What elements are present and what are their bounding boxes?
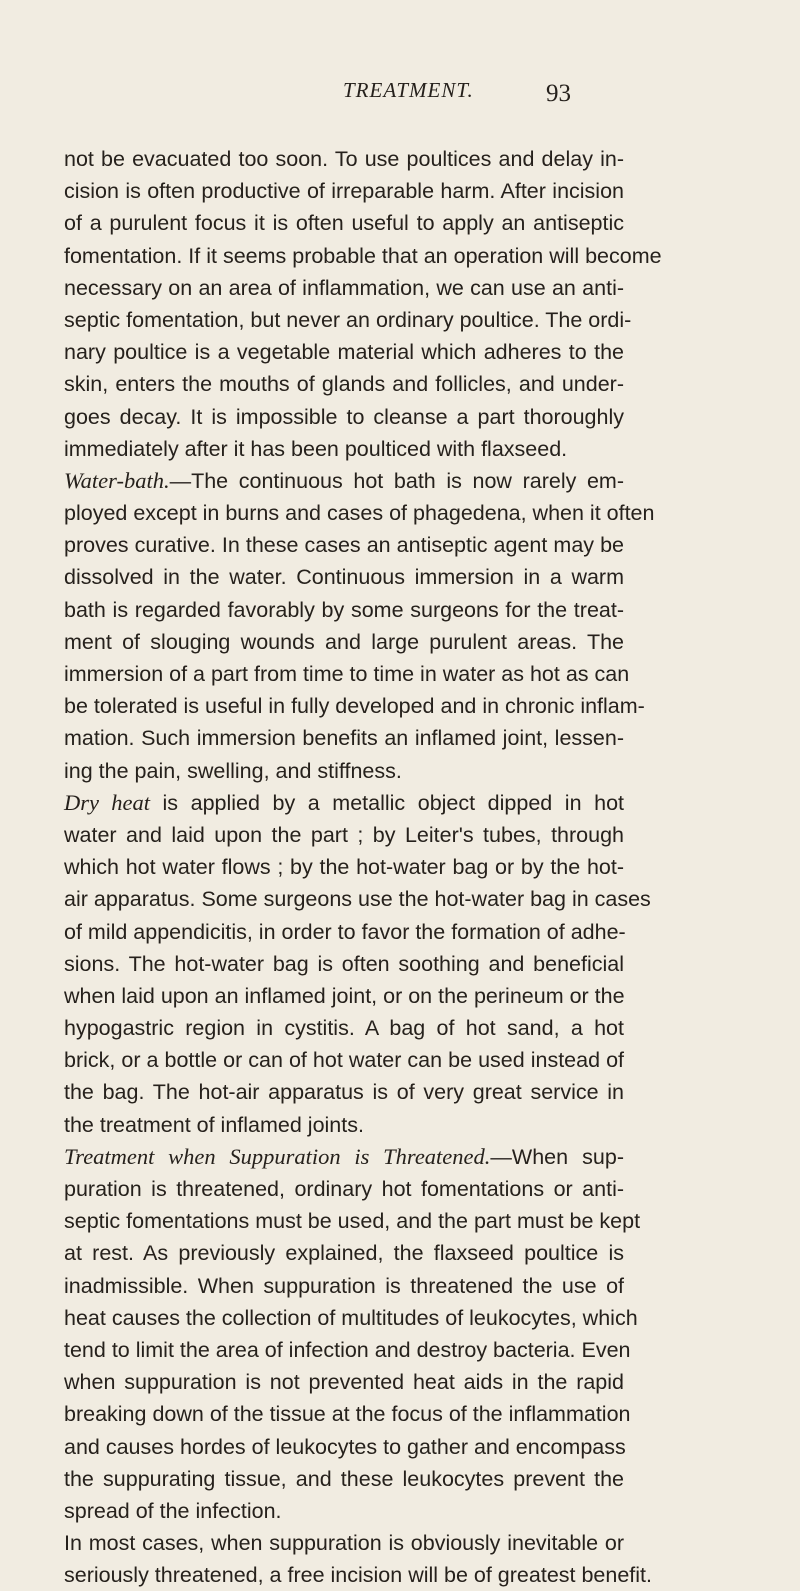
text-line xyxy=(64,465,624,497)
line-text: goes decay. It is impossible to cleanse a part thoroughly xyxy=(64,404,624,429)
line-text: of mild appendicitis, in order to favor the formation of adhe- xyxy=(64,919,626,944)
text-line xyxy=(64,658,630,690)
line-text: septic fomentations must be used, and the part must be kept xyxy=(64,1209,641,1234)
line-text: tend to limit the area of infection and destroy bacteria. Even xyxy=(64,1337,631,1362)
section-heading: Dry heat xyxy=(64,789,150,815)
line-text: skin, enters the mouths of glands and follicles, and under- xyxy=(64,372,624,397)
text-line xyxy=(64,240,662,272)
text-line xyxy=(64,1527,624,1559)
text-line xyxy=(64,1173,624,1205)
line-text: seriously threatened, a free incision will be of greatest benefit. xyxy=(64,1563,652,1588)
text-line xyxy=(64,690,645,722)
text-line xyxy=(64,1141,624,1173)
section-heading: Treatment when Suppuration is Threatened. xyxy=(64,1143,491,1169)
line-text: brick, or a bottle or can of hot water can be used instead of xyxy=(64,1048,624,1073)
text-line xyxy=(64,819,624,851)
text-line xyxy=(64,175,624,207)
line-text: at rest. As previously explained, the flaxseed poultice is xyxy=(64,1241,624,1266)
text-line xyxy=(64,980,624,1012)
line-text: water and laid upon the part ; by Leiter's tubes, through xyxy=(64,822,624,847)
line-text: of a purulent focus it is often useful to apply an antiseptic xyxy=(64,211,624,236)
line-text: nary poultice is a vegetable material which adheres to the xyxy=(64,340,624,365)
text-line xyxy=(64,883,651,915)
text-line xyxy=(64,626,624,658)
page-body-text xyxy=(64,143,662,1591)
text-line xyxy=(64,916,624,948)
page-number: 93 xyxy=(546,80,571,107)
line-text: sions. The hot-water bag is often soothing and beneficial xyxy=(64,951,624,976)
line-text: spread of the infection. xyxy=(64,1498,282,1523)
text-line xyxy=(64,207,624,239)
line-text: —The continuous hot bath is now rarely em- xyxy=(169,468,624,493)
text-line xyxy=(64,1302,638,1334)
text-line xyxy=(64,1366,624,1398)
text-line xyxy=(64,336,624,368)
line-text: and causes hordes of leukocytes to gather and encompass xyxy=(64,1434,626,1459)
line-text: proves curative. In these cases an antiseptic agent may be xyxy=(64,533,624,558)
text-line xyxy=(64,1237,624,1269)
line-text: puration is threatened, ordinary hot fomentations or anti- xyxy=(64,1177,624,1201)
text-line xyxy=(64,1205,641,1237)
text-line xyxy=(64,722,624,754)
line-text: breaking down of the tissue at the focus of the inflammation xyxy=(64,1402,631,1427)
line-text: dissolved in the water. Continuous immersion in a warm xyxy=(64,565,624,590)
line-text: heat causes the collection of multitudes of leukocytes, which xyxy=(64,1305,638,1330)
text-line xyxy=(64,401,624,433)
text-line xyxy=(64,1044,624,1076)
line-text: the bag. The hot-air apparatus is of very great service in xyxy=(64,1080,624,1105)
text-line xyxy=(64,143,624,175)
text-line xyxy=(64,368,624,400)
line-text: not be evacuated too soon. To use poultices and delay in- xyxy=(64,147,624,171)
line-text: ployed except in burns and cases of phagedena, when it often xyxy=(64,501,655,526)
text-line xyxy=(64,1463,624,1495)
section-heading: Water-bath. xyxy=(64,467,170,493)
line-text: necessary on an area of inflammation, we can use an anti- xyxy=(64,275,624,300)
text-line xyxy=(64,594,624,626)
line-text: the treatment of inflamed joints. xyxy=(64,1112,364,1137)
page-header xyxy=(0,78,800,118)
line-text: mation. Such immersion benefits an inflamed joint, lessen- xyxy=(64,726,624,751)
line-text: fomentation. If it seems probable that an operation will become xyxy=(64,243,662,268)
text-line xyxy=(64,304,632,336)
text-line xyxy=(64,272,624,304)
text-line xyxy=(64,1270,624,1302)
text-line xyxy=(64,497,655,529)
line-text: —When sup- xyxy=(490,1144,624,1169)
text-line xyxy=(64,1559,652,1591)
text-line xyxy=(64,1431,624,1463)
line-text: which hot water flows ; by the hot-water bag or by the hot- xyxy=(64,855,624,880)
text-line xyxy=(64,948,624,980)
line-text: the suppurating tissue, and these leukocytes prevent the xyxy=(64,1466,624,1491)
text-line xyxy=(64,433,624,465)
text-line xyxy=(64,529,624,561)
line-text: ment of slouging wounds and large purulent areas. The xyxy=(64,629,624,654)
line-text: In most cases, when suppuration is obviously inevitable or xyxy=(64,1531,624,1556)
line-text: immediately after it has been poulticed with flaxseed. xyxy=(64,436,568,461)
line-text: bath is regarded favorably by some surgeons for the treat- xyxy=(64,597,624,622)
line-text: when laid upon an inflamed joint, or on the perineum or the xyxy=(64,983,625,1008)
line-text: hypogastric region in cystitis. A bag of hot sand, a hot xyxy=(64,1016,624,1041)
line-text: inadmissible. When suppuration is threatened the use of xyxy=(64,1273,624,1298)
running-head: TREATMENT. xyxy=(343,78,474,102)
text-line xyxy=(64,561,624,593)
text-line xyxy=(64,1012,624,1044)
text-line xyxy=(64,1334,631,1366)
line-text: immersion of a part from time to time in water as hot as can xyxy=(64,662,630,686)
text-line xyxy=(64,1495,624,1527)
line-text: air apparatus. Some surgeons use the hot-water bag in cases xyxy=(64,887,651,912)
line-text: septic fomentation, but never an ordinary poultice. The ordi- xyxy=(64,307,632,332)
line-text: cision is often productive of irreparable harm. After incision xyxy=(64,179,624,204)
text-line xyxy=(64,851,624,883)
text-line xyxy=(64,1109,624,1141)
text-line xyxy=(64,755,624,787)
line-text: ing the pain, swelling, and stiffness. xyxy=(64,758,402,783)
text-line xyxy=(64,787,624,819)
text-line xyxy=(64,1076,624,1108)
line-text: be tolerated is useful in fully developed and in chronic inflam- xyxy=(64,694,645,719)
text-line xyxy=(64,1398,631,1430)
line-text: is applied by a metallic object dipped in hot xyxy=(149,790,624,815)
line-text: when suppuration is not prevented heat aids in the rapid xyxy=(64,1370,624,1395)
